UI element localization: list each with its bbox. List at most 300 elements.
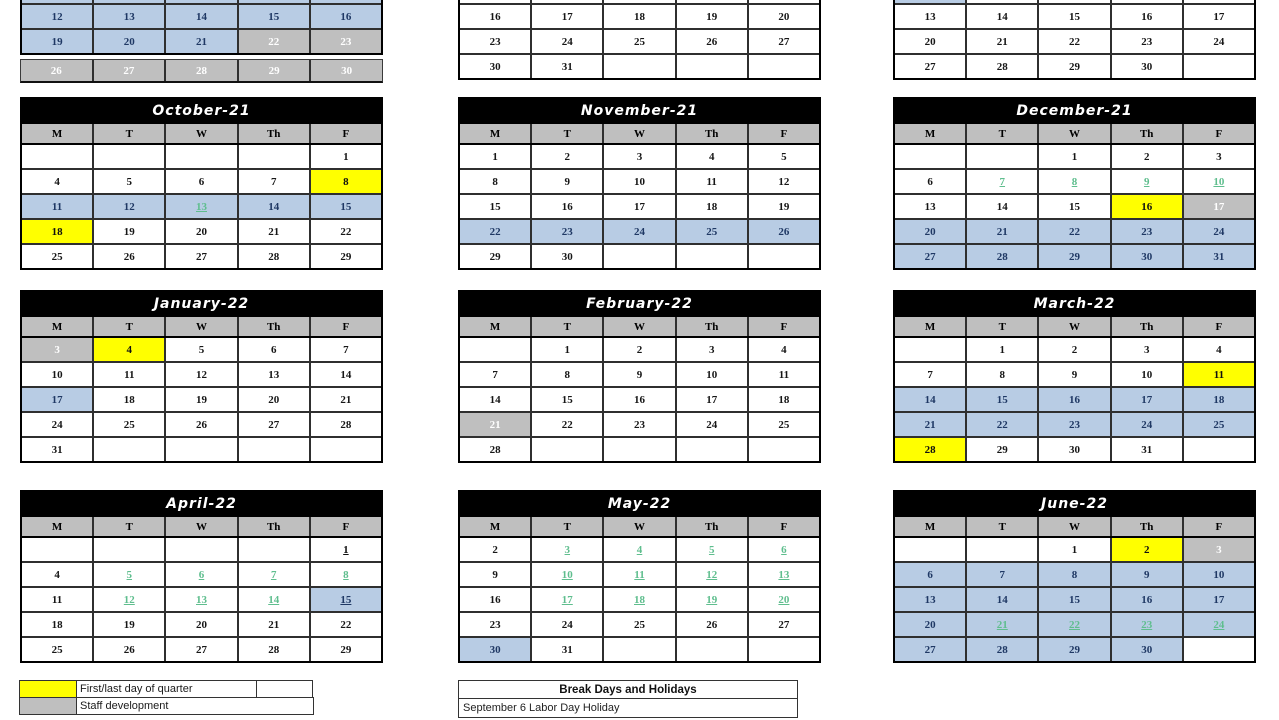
month-title: June-22	[893, 490, 1256, 517]
day-cell: 1	[309, 538, 381, 561]
calendar-week-row	[895, 561, 1254, 586]
day-cell: 16	[1110, 195, 1182, 218]
day-cell: 14	[965, 195, 1037, 218]
day-cell: 9	[530, 170, 602, 193]
day-cell: 16	[309, 5, 381, 28]
day-cell: 15	[1037, 588, 1109, 611]
day-cell: 24	[675, 413, 747, 436]
day-cell	[237, 145, 309, 168]
day-cell: 7	[460, 363, 530, 386]
day-cell: 26	[92, 638, 164, 661]
day-cell: 29	[460, 245, 530, 268]
day-cell: 18	[92, 388, 164, 411]
day-cell: 17	[1182, 195, 1254, 218]
month-november-21	[458, 97, 821, 270]
day-cell: 4	[22, 563, 92, 586]
day-cell: 28	[237, 638, 309, 661]
day-cell: 6	[164, 170, 236, 193]
month-december-21	[893, 97, 1256, 270]
day-header-cell: F	[747, 124, 819, 143]
day-header-cell: Th	[237, 124, 309, 143]
day-cell: 26	[164, 413, 236, 436]
day-cell	[164, 538, 236, 561]
day-cell	[675, 245, 747, 268]
day-cell: 19	[675, 5, 747, 28]
day-cell: 1	[1037, 538, 1109, 561]
day-cell: 20	[747, 5, 819, 28]
day-cell: 10	[530, 563, 602, 586]
month-march-22	[893, 290, 1256, 463]
day-cell	[675, 638, 747, 661]
day-cell: 12	[22, 5, 92, 28]
calendar-week-row	[460, 611, 819, 636]
day-cell: 25	[602, 613, 674, 636]
month-body	[893, 317, 1256, 463]
day-cell: 10	[22, 363, 92, 386]
day-cell	[92, 538, 164, 561]
day-header-cell: T	[92, 124, 164, 143]
day-cell: 2	[460, 538, 530, 561]
calendar-week-row	[22, 0, 381, 3]
day-cell: 14	[460, 388, 530, 411]
calendar-week-row	[895, 611, 1254, 636]
day-cell: 24	[530, 30, 602, 53]
day-cell: 14	[237, 588, 309, 611]
calendar-week-row	[460, 636, 819, 661]
day-header-cell: F	[309, 517, 381, 536]
day-cell	[747, 438, 819, 461]
day-cell: 30	[1110, 55, 1182, 78]
day-header-cell: W	[602, 124, 674, 143]
day-header-cell: F	[747, 317, 819, 336]
day-cell	[164, 438, 236, 461]
day-cell: 6	[747, 538, 819, 561]
day-header-cell: M	[895, 124, 965, 143]
day-cell: 18	[675, 195, 747, 218]
day-cell: 25	[92, 413, 164, 436]
day-cell: 12	[92, 195, 164, 218]
day-cell: 28	[460, 438, 530, 461]
day-cell: 4	[92, 338, 164, 361]
day-cell: 22	[237, 30, 309, 53]
day-cell: 4	[747, 338, 819, 361]
month-body	[20, 517, 383, 663]
day-cell: 20	[164, 220, 236, 243]
day-cell	[164, 0, 236, 3]
day-cell: 24	[530, 613, 602, 636]
day-cell: 12	[675, 563, 747, 586]
day-cell: 27	[895, 55, 965, 78]
day-cell: 26	[675, 613, 747, 636]
day-header-cell: T	[92, 317, 164, 336]
day-cell: 11	[747, 363, 819, 386]
calendar-week-row	[895, 193, 1254, 218]
calendar-week-row	[22, 411, 381, 436]
day-header-cell: F	[1182, 124, 1254, 143]
day-cell: 15	[460, 195, 530, 218]
legend-row-quarter	[19, 680, 314, 698]
day-header-cell: M	[895, 517, 965, 536]
day-cell: 23	[530, 220, 602, 243]
day-cell: 14	[965, 588, 1037, 611]
day-cell: 26	[92, 245, 164, 268]
calendar-week-row	[460, 386, 819, 411]
month-title: October-21	[20, 97, 383, 124]
day-cell: 15	[309, 588, 381, 611]
day-header-cell: T	[92, 517, 164, 536]
day-cell: 6	[895, 563, 965, 586]
day-cell: 23	[460, 30, 530, 53]
day-cell: 9	[1110, 170, 1182, 193]
day-cell	[92, 0, 164, 3]
day-header-cell: M	[22, 517, 92, 536]
day-header-cell: W	[164, 124, 236, 143]
day-header-cell: Th	[237, 317, 309, 336]
day-cell: 5	[675, 538, 747, 561]
day-cell: 13	[164, 588, 236, 611]
day-cell: 23	[1110, 613, 1182, 636]
day-cell: 1	[309, 145, 381, 168]
day-cell: 2	[602, 338, 674, 361]
day-cell: 15	[530, 388, 602, 411]
legend-row-staff	[19, 697, 314, 715]
calendar-week-row	[895, 28, 1254, 53]
calendar-week-row	[895, 243, 1254, 268]
day-cell: 25	[1182, 413, 1254, 436]
day-cell: 22	[309, 613, 381, 636]
calendar-week-row	[22, 386, 381, 411]
day-cell	[92, 438, 164, 461]
day-cell: 14	[309, 363, 381, 386]
day-cell: 30	[1110, 638, 1182, 661]
day-cell: 23	[1110, 220, 1182, 243]
day-cell: 30	[1110, 245, 1182, 268]
month-body-clipped	[458, 0, 821, 80]
day-cell: 3	[675, 338, 747, 361]
day-cell	[675, 0, 747, 3]
month-april-22	[20, 490, 383, 663]
day-header-cell: M	[460, 317, 530, 336]
month-february-22	[458, 290, 821, 463]
calendar-week-row	[460, 53, 819, 78]
day-cell: 3	[1182, 145, 1254, 168]
day-cell: 20	[895, 30, 965, 53]
day-cell: 29	[309, 638, 381, 661]
month-september-21-partial	[893, 0, 1256, 80]
day-cell	[747, 0, 819, 3]
day-cell: 12	[747, 170, 819, 193]
day-header-cell: Th	[1110, 517, 1182, 536]
month-title: November-21	[458, 97, 821, 124]
day-cell: 19	[164, 388, 236, 411]
calendar-week-row	[22, 561, 381, 586]
day-cell: 27	[237, 413, 309, 436]
month-body	[458, 517, 821, 663]
calendar-week-row	[895, 538, 1254, 561]
calendar-week-row	[22, 3, 381, 28]
day-header-cell: W	[602, 317, 674, 336]
day-cell: 5	[92, 170, 164, 193]
day-cell: 24	[1182, 220, 1254, 243]
day-header-cell: W	[164, 317, 236, 336]
day-cell: 3	[1182, 538, 1254, 561]
month-may-22	[458, 490, 821, 663]
day-cell	[747, 638, 819, 661]
day-cell: 29	[237, 60, 310, 81]
day-cell: 28	[164, 60, 237, 81]
day-cell: 29	[1037, 245, 1109, 268]
month-title: May-22	[458, 490, 821, 517]
day-cell: 17	[1182, 588, 1254, 611]
day-cell	[237, 438, 309, 461]
day-cell	[1182, 438, 1254, 461]
day-cell: 23	[460, 613, 530, 636]
day-cell: 22	[1037, 613, 1109, 636]
day-cell: 8	[460, 170, 530, 193]
day-cell: 8	[965, 363, 1037, 386]
calendar-week-row	[895, 0, 1254, 3]
day-cell: 20	[895, 220, 965, 243]
calendar-week-row	[22, 28, 381, 53]
month-august-21-partial	[458, 0, 821, 80]
day-cell	[460, 0, 530, 3]
day-cell	[747, 55, 819, 78]
calendar-week-row	[895, 53, 1254, 78]
day-cell: 29	[1037, 638, 1109, 661]
day-header-cell: F	[747, 517, 819, 536]
day-cell: 3	[602, 145, 674, 168]
day-cell: 11	[22, 588, 92, 611]
day-cell: 28	[965, 638, 1037, 661]
day-cell: 9	[460, 563, 530, 586]
month-body	[893, 517, 1256, 663]
day-cell	[602, 0, 674, 3]
calendar-week-row	[895, 586, 1254, 611]
month-body-clipped	[20, 0, 383, 55]
calendar-week-row	[460, 561, 819, 586]
day-cell: 22	[965, 413, 1037, 436]
day-header-row	[895, 317, 1254, 338]
day-cell: 13	[895, 588, 965, 611]
day-cell: 10	[675, 363, 747, 386]
day-cell	[965, 538, 1037, 561]
day-cell	[895, 338, 965, 361]
day-cell: 31	[1182, 245, 1254, 268]
legend-empty-cell	[256, 680, 313, 698]
day-cell: 11	[1182, 363, 1254, 386]
day-cell: 16	[460, 5, 530, 28]
day-cell: 17	[602, 195, 674, 218]
day-cell: 7	[237, 170, 309, 193]
day-cell: 29	[309, 245, 381, 268]
legend	[19, 681, 314, 715]
day-cell	[965, 0, 1037, 3]
day-header-cell: Th	[1110, 317, 1182, 336]
day-cell: 6	[895, 170, 965, 193]
month-july-21-partial	[20, 0, 383, 83]
day-cell	[92, 145, 164, 168]
day-header-row	[22, 317, 381, 338]
day-cell: 19	[675, 588, 747, 611]
calendar-week-row	[22, 586, 381, 611]
calendar-week-row	[895, 338, 1254, 361]
calendar-week-row	[895, 636, 1254, 661]
day-header-cell: W	[602, 517, 674, 536]
calendar-week-row	[460, 145, 819, 168]
day-header-cell: T	[530, 124, 602, 143]
day-cell: 12	[164, 363, 236, 386]
day-cell: 25	[747, 413, 819, 436]
day-cell: 27	[747, 30, 819, 53]
day-cell: 5	[164, 338, 236, 361]
day-cell	[675, 438, 747, 461]
day-header-cell: M	[460, 124, 530, 143]
day-cell: 7	[895, 363, 965, 386]
day-cell: 17	[1182, 5, 1254, 28]
calendar-week-row	[22, 611, 381, 636]
day-cell: 5	[92, 563, 164, 586]
day-cell: 18	[1182, 388, 1254, 411]
month-body	[20, 317, 383, 463]
day-cell: 6	[237, 338, 309, 361]
day-cell	[309, 0, 381, 3]
day-cell: 13	[747, 563, 819, 586]
calendar-week-row	[22, 218, 381, 243]
day-cell	[747, 245, 819, 268]
day-cell: 7	[965, 170, 1037, 193]
day-cell: 20	[895, 613, 965, 636]
day-cell: 27	[92, 60, 165, 81]
day-cell: 24	[602, 220, 674, 243]
day-header-cell: Th	[675, 124, 747, 143]
calendar-week-row	[20, 59, 383, 83]
day-header-cell: Th	[675, 517, 747, 536]
day-header-row	[895, 124, 1254, 145]
day-cell: 9	[1110, 563, 1182, 586]
day-cell: 4	[1182, 338, 1254, 361]
day-cell: 15	[237, 5, 309, 28]
day-cell	[1110, 0, 1182, 3]
calendar-week-row	[460, 436, 819, 461]
day-cell: 21	[965, 220, 1037, 243]
day-cell: 28	[965, 245, 1037, 268]
day-cell: 8	[1037, 170, 1109, 193]
day-cell: 30	[530, 245, 602, 268]
calendar-week-row	[895, 145, 1254, 168]
calendar-week-row	[460, 193, 819, 218]
day-header-cell: M	[895, 317, 965, 336]
day-cell: 13	[92, 5, 164, 28]
calendar-week-row	[895, 436, 1254, 461]
day-header-cell: T	[965, 317, 1037, 336]
month-title: December-21	[893, 97, 1256, 124]
calendar-week-row	[22, 636, 381, 661]
day-cell: 2	[530, 145, 602, 168]
calendar-week-row	[22, 338, 381, 361]
day-cell	[22, 145, 92, 168]
day-cell: 20	[164, 613, 236, 636]
day-cell: 6	[164, 563, 236, 586]
day-cell: 10	[602, 170, 674, 193]
day-header-cell: F	[309, 317, 381, 336]
calendar-week-row	[22, 361, 381, 386]
day-cell: 18	[602, 5, 674, 28]
month-june-22	[893, 490, 1256, 663]
calendar-week-row	[460, 168, 819, 193]
calendar-week-row	[460, 0, 819, 3]
day-cell: 15	[1037, 195, 1109, 218]
day-cell: 30	[460, 638, 530, 661]
day-cell: 15	[965, 388, 1037, 411]
calendar-week-row	[460, 28, 819, 53]
calendar-week-row	[460, 411, 819, 436]
day-cell: 26	[21, 60, 92, 81]
day-cell: 23	[1037, 413, 1109, 436]
day-cell: 19	[747, 195, 819, 218]
day-cell: 14	[895, 388, 965, 411]
calendar-week-row	[22, 145, 381, 168]
calendar-week-row	[895, 218, 1254, 243]
day-cell: 14	[237, 195, 309, 218]
day-cell: 4	[22, 170, 92, 193]
day-cell	[895, 0, 965, 3]
day-cell: 3	[530, 538, 602, 561]
day-cell	[22, 0, 92, 3]
day-cell: 19	[22, 30, 92, 53]
calendar-week-row	[895, 168, 1254, 193]
day-cell: 25	[675, 220, 747, 243]
day-cell: 14	[965, 5, 1037, 28]
day-cell	[965, 145, 1037, 168]
day-header-cell: F	[1182, 317, 1254, 336]
day-cell: 22	[1037, 220, 1109, 243]
day-cell: 16	[602, 388, 674, 411]
day-cell	[237, 0, 309, 3]
day-cell: 16	[1110, 5, 1182, 28]
calendar-week-row	[460, 338, 819, 361]
day-cell	[164, 145, 236, 168]
day-header-row	[895, 517, 1254, 538]
calendar-week-row	[895, 3, 1254, 28]
calendar-week-row	[22, 436, 381, 461]
day-cell	[460, 338, 530, 361]
day-cell: 9	[602, 363, 674, 386]
day-cell: 27	[164, 245, 236, 268]
day-cell: 21	[237, 613, 309, 636]
day-cell: 21	[164, 30, 236, 53]
day-cell: 8	[1037, 563, 1109, 586]
day-header-cell: T	[530, 317, 602, 336]
day-cell: 4	[602, 538, 674, 561]
day-cell: 2	[1037, 338, 1109, 361]
day-cell: 25	[22, 245, 92, 268]
day-cell: 26	[675, 30, 747, 53]
day-header-cell: T	[965, 517, 1037, 536]
day-header-cell: T	[965, 124, 1037, 143]
day-header-row	[460, 317, 819, 338]
day-cell: 21	[309, 388, 381, 411]
day-cell: 31	[22, 438, 92, 461]
month-title: January-22	[20, 290, 383, 317]
day-cell: 22	[460, 220, 530, 243]
day-cell: 24	[1110, 413, 1182, 436]
calendar-week-row	[22, 168, 381, 193]
day-cell	[530, 0, 602, 3]
day-cell: 1	[530, 338, 602, 361]
day-cell: 13	[895, 5, 965, 28]
day-cell	[602, 438, 674, 461]
day-cell	[1182, 638, 1254, 661]
